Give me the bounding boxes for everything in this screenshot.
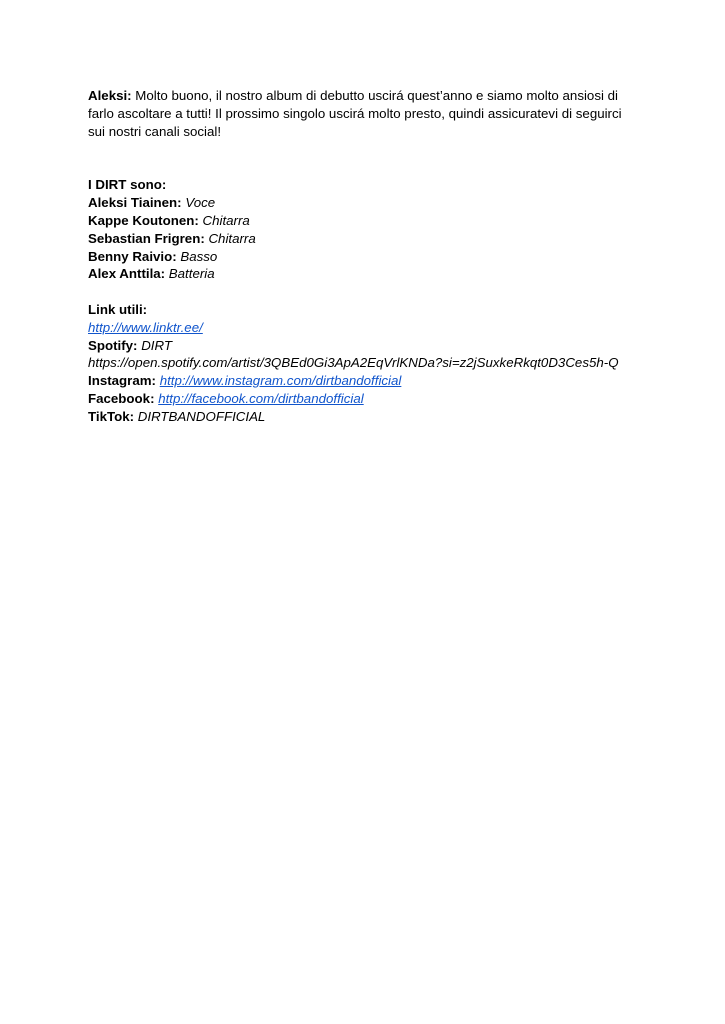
intro-text: Molto buono, il nostro album di debutto uscirá quest’anno e siamo molto ansiosi di farlo ascoltare a tutti! Il prossimo singolo uscirá molto presto, quindi assicuratevi di seguirci sui nostri canali social!	[88, 88, 622, 139]
member-role: Chitarra	[202, 212, 250, 228]
member-name: Benny Raivio:	[88, 248, 177, 264]
member-row	[88, 248, 633, 266]
spotify-row	[88, 337, 633, 355]
spotify-name: DIRT	[141, 337, 172, 353]
member-name: Sebastian Frigren:	[88, 230, 205, 246]
member-name: Kappe Koutonen:	[88, 212, 199, 228]
member-role: Voce	[185, 195, 216, 211]
tiktok-row	[88, 408, 633, 426]
facebook-link[interactable]: http://facebook.com/dirtbandofficial	[158, 390, 364, 406]
member-row	[88, 212, 633, 230]
member-role: Basso	[180, 248, 218, 264]
instagram-link[interactable]: http://www.instagram.com/dirtbandofficial	[159, 373, 402, 389]
facebook-label: Facebook:	[88, 390, 155, 406]
instagram-label: Instagram:	[88, 373, 156, 389]
linktree-link[interactable]: http://www.linktr.ee/	[88, 319, 203, 335]
member-row	[88, 194, 633, 212]
members-heading-text: I DIRT sono:	[88, 177, 167, 193]
tiktok-label: TikTok:	[88, 408, 135, 424]
spacer	[88, 283, 633, 301]
instagram-row	[88, 372, 633, 390]
member-role: Batteria	[168, 266, 215, 282]
links-heading	[88, 301, 633, 319]
member-role: Chitarra	[208, 230, 256, 246]
links-heading-text: Link utili:	[88, 301, 148, 317]
linktree-row	[88, 319, 633, 337]
members-heading	[88, 176, 633, 194]
member-row	[88, 230, 633, 248]
spotify-url-row	[88, 354, 633, 372]
member-name: Aleksi Tiainen:	[88, 195, 182, 211]
spacer	[88, 140, 633, 176]
members-section	[88, 176, 633, 283]
spotify-url: https://open.spotify.com/artist/3QBEd0Gi3ApA2EqVrlKNDa?si=z2jSuxkeRkqt0D3Ces5h-Q	[88, 355, 619, 371]
member-row	[88, 265, 633, 283]
links-section	[88, 301, 633, 426]
intro-paragraph	[88, 87, 633, 140]
document-content	[88, 87, 633, 426]
spotify-label: Spotify:	[88, 337, 138, 353]
intro-speaker: Aleksi:	[88, 88, 132, 103]
member-name: Alex Anttila:	[88, 266, 166, 282]
facebook-row	[88, 390, 633, 408]
tiktok-handle: DIRTBANDOFFICIAL	[137, 408, 266, 424]
